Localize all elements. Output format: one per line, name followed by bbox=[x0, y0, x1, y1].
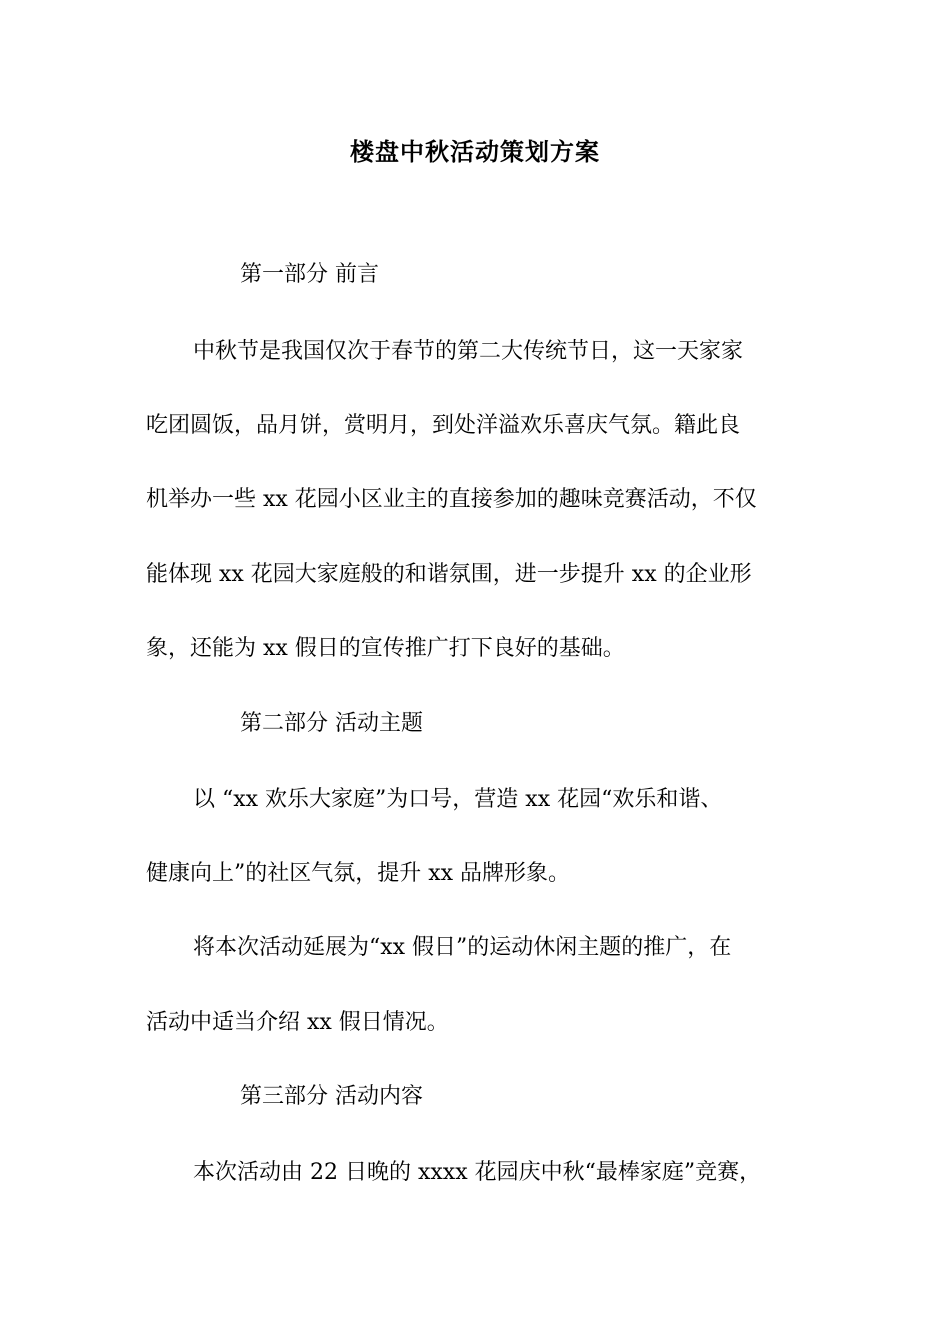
paragraph-line: 健康向上”的社区气氛，提升 xx 品牌形象。 bbox=[146, 861, 571, 886]
document-title: 楼盘中秋活动策划方案 bbox=[350, 137, 600, 166]
section-heading-theme: 第二部分 活动主题 bbox=[240, 711, 423, 736]
section-heading-content: 第三部分 活动内容 bbox=[240, 1084, 423, 1109]
paragraph-line: 象，还能为 xx 假日的宣传推广打下良好的基础。 bbox=[146, 636, 625, 661]
paragraph-line: 吃团圆饭，品月饼，赏明月，到处洋溢欢乐喜庆气氛。籍此良 bbox=[146, 413, 741, 438]
paragraph-line: 活动中适当介绍 xx 假日情况。 bbox=[146, 1010, 449, 1035]
paragraph-line: 中秋节是我国仅次于春节的第二大传统节日，这一天家家 bbox=[193, 339, 744, 364]
section-heading-preface: 第一部分 前言 bbox=[240, 262, 379, 287]
paragraph-line: 将本次活动延展为“xx 假日”的运动休闲主题的推广，在 bbox=[193, 935, 732, 960]
paragraph-line: 以 “xx 欢乐大家庭”为口号，营造 xx 花园“欢乐和谐、 bbox=[193, 787, 723, 812]
paragraph-line: 机举办一些 xx 花园小区业主的直接参加的趣味竞赛活动，不仅 bbox=[146, 487, 757, 512]
paragraph-line: 本次活动由 22 日晚的 xxxx 花园庆中秋“最棒家庭”竞赛， bbox=[193, 1160, 762, 1185]
paragraph-line: 能体现 xx 花园大家庭般的和谐氛围，进一步提升 xx 的企业形 bbox=[146, 562, 752, 587]
